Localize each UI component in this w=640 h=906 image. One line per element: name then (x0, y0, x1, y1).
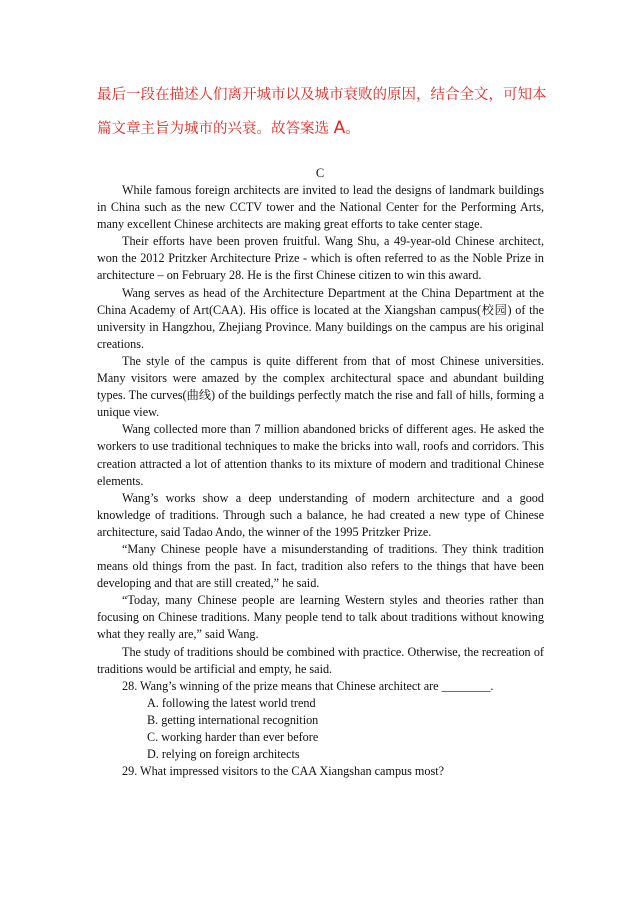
question-stem: 28. Wang’s winning of the prize means that Chinese architect are ________. (122, 678, 494, 693)
answer-option-c: C. working harder than ever before (147, 730, 319, 744)
reading-passage (97, 182, 544, 780)
answer-option-d: D. relying on foreign architects (147, 747, 300, 762)
passage-title: C (315, 166, 325, 180)
passage-paragraph: Wang collected more than 7 million abandoned bricks of different ages. He asked the workers to use traditional techniques to make the bricks into wall, roofs and corridors. This creation attracted a lot of attention thanks to its mixture of modern and traditional Chinese elements. (97, 422, 544, 488)
answer-explanation-line-1: 最后一段在描述人们离开城市以及城市衰败的原因，结合全文，可知本 (97, 87, 547, 103)
question-28 (97, 678, 544, 763)
answer-option-b: B. getting international recognition (147, 712, 319, 727)
answer-option-a: A. following the latest world trend (147, 695, 316, 710)
passage-paragraph: While famous foreign architects are invited to lead the designs of landmark buildings in China such as the new CCTV tower and the National Center for the Performing Arts, many excellent Chinese architects are making great efforts to take center stage. (97, 183, 544, 232)
answer-letter: A (333, 118, 346, 138)
passage-paragraph: Their efforts have been proven fruitful. Wang Shu, a 49-year-old Chinese architect, won the 2012 Pritzker Architecture Prize - which is often referred to as the Noble Prize in architecture – on February 28. He is the first Chinese citizen to win this award. (97, 234, 544, 283)
passage-paragraph: Wang’s works show a deep understanding of modern architecture and a good knowledge of traditions. Through such a balance, he had created a new type of Chinese architecture, said Tadao Ando, the winner of the 1995 Pritzker Prize. (97, 490, 544, 539)
passage-paragraph: The study of traditions should be combined with practice. Otherwise, the recreation of traditions would be artificial and empty, he said. (97, 644, 544, 676)
passage-paragraph: “Many Chinese people have a misunderstanding of traditions. They think tradition means old things from the past. In fact, tradition also refers to the things that have been developing and that are still created,” he said. (97, 541, 544, 591)
passage-paragraph: “Today, many Chinese people are learning Western styles and theories rather than focusing on Chinese traditions. Many people tend to talk about traditions without knowing what they really are,” said Wang. (97, 593, 544, 642)
answer-explanation-line-2 (97, 119, 547, 138)
passage-paragraph: The style of the campus is quite different from that of most Chinese universities. Many visitors were amazed by the complex architectural space and abundant building types. The curves(曲线) of the buildings perfectly match the rise and fall of hills, forming a unique view. (97, 353, 544, 420)
answer-explanation-end: 。 (345, 121, 360, 137)
question-29 (97, 763, 544, 780)
question-stem: 29. What impressed visitors to the CAA Xiangshan campus most? (122, 764, 445, 779)
passage-paragraph: Wang serves as head of the Architecture Department at the China Department at the China Academy of Art(CAA). His office is located at the Xiangshan campus(校园) of the university in Hangzhou, Zhejiang Province. Many buildings on the campus are his original creations. (97, 285, 544, 351)
answer-explanation-text: 篇文章主旨为城市的兴衰。故答案选 (97, 121, 334, 137)
